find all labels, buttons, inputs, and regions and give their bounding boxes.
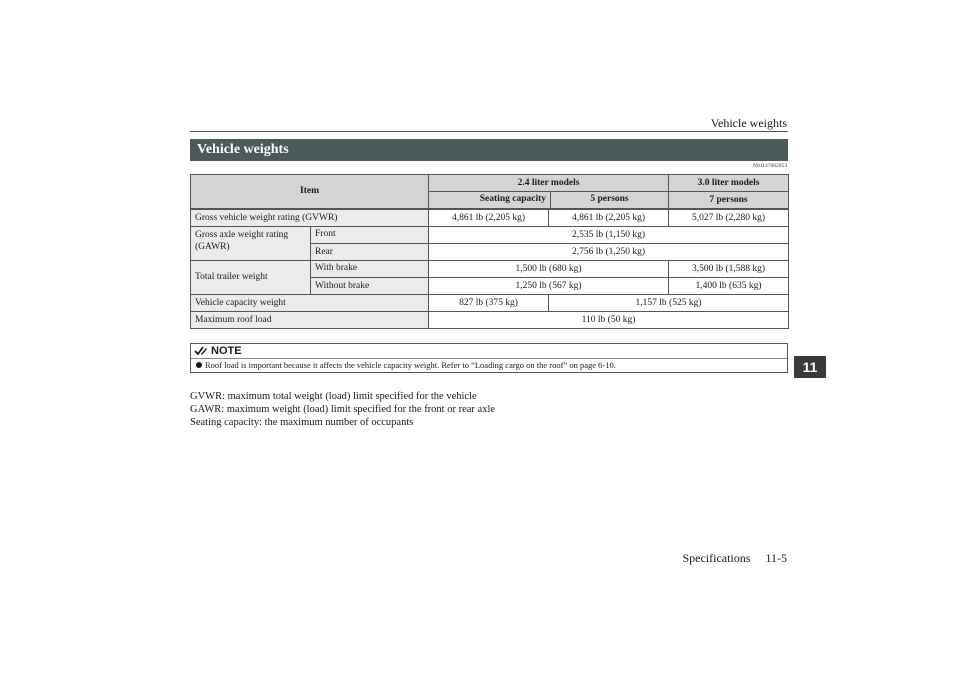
- table-row: [191, 261, 789, 278]
- bullet-icon: [196, 362, 202, 368]
- without-brake-label: Without brake: [311, 278, 429, 295]
- header-item: Item: [191, 175, 429, 209]
- gvwr-24-5: 4,861 lb (2,205 kg): [429, 210, 549, 227]
- gawr-rear-label: Rear: [311, 244, 429, 261]
- vehicle-weights-body: [190, 209, 789, 329]
- table-row: [191, 210, 789, 227]
- seating-row-wrap: [429, 192, 669, 209]
- capacity-7: 1,157 lb (525 kg): [549, 295, 789, 312]
- roof-label: Maximum roof load: [191, 312, 429, 329]
- chapter-tab: 11: [794, 356, 826, 378]
- roof-value: 110 lb (50 kg): [429, 312, 789, 329]
- gvwr-label: Gross vehicle weight rating (GVWR): [191, 210, 429, 227]
- pencil-check-icon: [194, 345, 208, 357]
- definition-seating: Seating capacity: the maximum number of occupants: [190, 417, 414, 428]
- header-7-persons-30: 7 persons: [669, 192, 789, 209]
- note-box: [190, 343, 788, 373]
- gawr-front-value: 2,535 lb (1,150 kg): [429, 227, 789, 244]
- note-text: Roof load is important because it affects the vehicle capacity weight. Refer to “Loading cargo on the roof” on page 6-10.: [205, 360, 616, 370]
- footer-section: Specifications: [682, 551, 751, 565]
- capacity-5: 827 lb (375 kg): [429, 295, 549, 312]
- header-seating-capacity: Seating capacity: [429, 192, 551, 208]
- note-text-line: [196, 360, 616, 371]
- table-row: [191, 227, 789, 244]
- definition-gawr: GAWR: maximum weight (load) limit specified for the front or rear axle: [190, 404, 496, 415]
- gawr-rear-value: 2,756 lb (1,250 kg): [429, 244, 789, 261]
- vehicle-weights-table: [190, 174, 789, 209]
- footer-page-number: 11-5: [765, 551, 787, 565]
- header-5-persons: 5 persons: [590, 194, 629, 204]
- table-row: [191, 312, 789, 329]
- trailer-label: Total trailer weight: [191, 261, 311, 295]
- page-footer: [682, 551, 787, 566]
- table-row: [191, 295, 789, 312]
- with-brake-label: With brake: [311, 261, 429, 278]
- running-header-title: Vehicle weights: [710, 116, 787, 130]
- gawr-front-label: Front: [311, 227, 429, 244]
- without-brake-30: 1,400 lb (635 kg): [669, 278, 789, 295]
- capacity-label: Vehicle capacity weight: [191, 295, 429, 312]
- definitions: [190, 390, 495, 429]
- header-30-liter: 3.0 liter models: [669, 175, 789, 192]
- header-rule: [190, 131, 788, 132]
- section-banner: Vehicle weights: [190, 139, 788, 161]
- note-rule: [191, 358, 787, 359]
- with-brake-30: 3,500 lb (1,588 kg): [669, 261, 789, 278]
- header-24-liter: 2.4 liter models: [429, 175, 669, 192]
- with-brake-24: 1,500 lb (680 kg): [429, 261, 669, 278]
- gvwr-24-7: 4,861 lb (2,205 kg): [549, 210, 669, 227]
- note-header: [191, 344, 787, 358]
- document-code: N01147602054: [752, 163, 787, 169]
- gvwr-30-7: 5,027 lb (2,280 kg): [669, 210, 789, 227]
- definition-gvwr: GVWR: maximum total weight (load) limit specified for the vehicle: [190, 391, 477, 402]
- without-brake-24: 1,250 lb (567 kg): [429, 278, 669, 295]
- note-label: NOTE: [211, 345, 242, 357]
- gawr-label: Gross axle weight rating (GAWR): [191, 227, 311, 261]
